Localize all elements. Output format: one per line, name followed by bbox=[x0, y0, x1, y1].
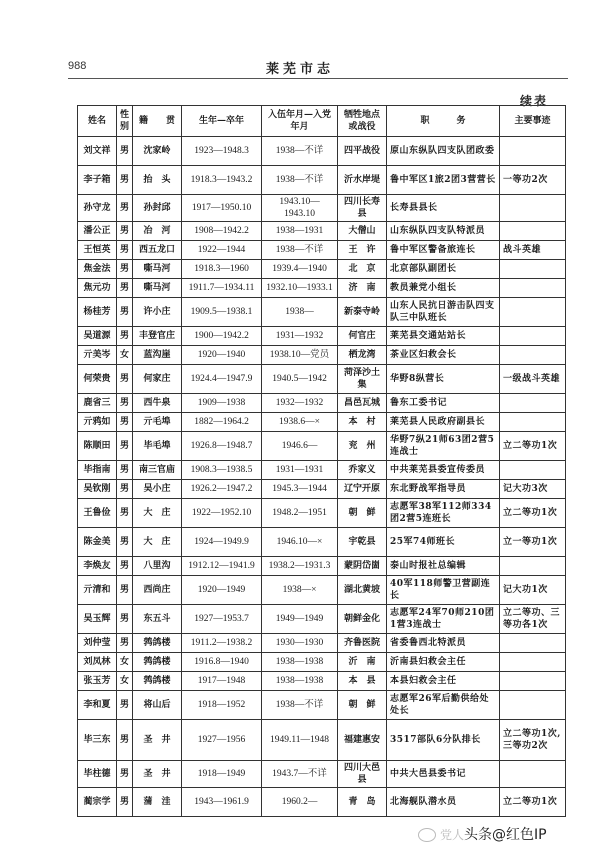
cell-name: 亓清和 bbox=[78, 576, 117, 605]
cell-duty: 莱芜县人民政府副县长 bbox=[387, 413, 500, 432]
cell-sacrifice-place: 济 南 bbox=[338, 279, 387, 298]
watermark bbox=[418, 824, 547, 844]
cell-enlist-join: 1938—1938 bbox=[262, 653, 338, 672]
cell-native-place: 冶 河 bbox=[133, 222, 182, 241]
cell-birth-death: 1923—1948.3 bbox=[182, 137, 262, 166]
cell-duty: 志愿军24军70师210团1营3连战士 bbox=[387, 605, 500, 634]
cell-enlist-join: 1946.6— bbox=[262, 432, 338, 461]
cell-native-place: 鹁鸽楼 bbox=[133, 653, 182, 672]
cell-native-place: 西尚庄 bbox=[133, 576, 182, 605]
cell-birth-death: 1922—1952.10 bbox=[182, 499, 262, 528]
cell-name: 王鲁俭 bbox=[78, 499, 117, 528]
page-title: 莱芜市志 bbox=[265, 62, 334, 77]
header-name: 姓名 bbox=[78, 106, 117, 137]
cell-sacrifice-place: 沂 南 bbox=[338, 653, 387, 672]
header-native-place: 籍 贯 bbox=[133, 106, 182, 137]
cell-duty: 25军74师班长 bbox=[387, 528, 500, 557]
cell-enlist-join: 1931—1932 bbox=[262, 327, 338, 346]
cell-gender: 男 bbox=[117, 394, 133, 413]
cell-sacrifice-place: 福建惠安 bbox=[338, 720, 387, 761]
cell-sacrifice-place: 大僧山 bbox=[338, 222, 387, 241]
cell-duty: 莱芜县交通站站长 bbox=[387, 327, 500, 346]
table-row bbox=[78, 480, 566, 499]
table-body bbox=[78, 137, 566, 817]
cell-deeds: 立二等功1次 bbox=[500, 499, 566, 528]
cell-sacrifice-place: 青 岛 bbox=[338, 788, 387, 817]
cell-enlist-join: 1938—1931 bbox=[262, 222, 338, 241]
cell-gender: 男 bbox=[117, 720, 133, 761]
cell-sacrifice-place: 湖北黄坡 bbox=[338, 576, 387, 605]
cell-name: 亓鸦如 bbox=[78, 413, 117, 432]
cell-sacrifice-place: 本 县 bbox=[338, 672, 387, 691]
cell-enlist-join: 1940.5—1942 bbox=[262, 365, 338, 394]
table-row bbox=[78, 327, 566, 346]
cell-gender: 男 bbox=[117, 528, 133, 557]
cell-native-place: 吴小庄 bbox=[133, 480, 182, 499]
cell-gender: 男 bbox=[117, 222, 133, 241]
cell-native-place: 蓝沟崖 bbox=[133, 346, 182, 365]
cell-sacrifice-place: 本 村 bbox=[338, 413, 387, 432]
cell-birth-death: 1917—1950.10 bbox=[182, 195, 262, 222]
cell-duty: 山东纵队四支队特派员 bbox=[387, 222, 500, 241]
cell-sacrifice-place: 北 京 bbox=[338, 260, 387, 279]
cell-native-place: 许小庄 bbox=[133, 298, 182, 327]
table-row bbox=[78, 634, 566, 653]
cell-sacrifice-place: 辽宁开原 bbox=[338, 480, 387, 499]
cell-gender: 男 bbox=[117, 137, 133, 166]
cell-duty: 40军118师警卫营副连长 bbox=[387, 576, 500, 605]
cell-name: 杨桂芳 bbox=[78, 298, 117, 327]
cell-enlist-join: 1949—1949 bbox=[262, 605, 338, 634]
cell-enlist-join: 1938—1938 bbox=[262, 672, 338, 691]
cell-native-place: 八里沟 bbox=[133, 557, 182, 576]
cell-duty: 中共大邑县委书记 bbox=[387, 761, 500, 788]
cell-name: 刘文祥 bbox=[78, 137, 117, 166]
cell-deeds: 立二等功、三等功各1次 bbox=[500, 605, 566, 634]
cell-birth-death: 1922—1944 bbox=[182, 241, 262, 260]
cell-enlist-join: 1960.2— bbox=[262, 788, 338, 817]
cell-deeds: 记大功1次 bbox=[500, 576, 566, 605]
cell-enlist-join: 1938.2—1931.3 bbox=[262, 557, 338, 576]
cell-native-place: 嘶马河 bbox=[133, 260, 182, 279]
cell-deeds bbox=[500, 394, 566, 413]
cell-birth-death: 1882—1964.2 bbox=[182, 413, 262, 432]
cell-deeds: 立二等功1次 bbox=[500, 432, 566, 461]
cell-deeds bbox=[500, 691, 566, 720]
cell-birth-death: 1918—1949 bbox=[182, 761, 262, 788]
cell-duty: 茶业区妇救会长 bbox=[387, 346, 500, 365]
cell-duty: 北海舰队潜水员 bbox=[387, 788, 500, 817]
header-enlist-join: 入伍年月—入党年月 bbox=[262, 106, 338, 137]
cell-duty: 中共莱芜县委宣传委员 bbox=[387, 461, 500, 480]
cell-native-place: 鹁鸽楼 bbox=[133, 634, 182, 653]
cell-native-place: 圣 井 bbox=[133, 720, 182, 761]
cell-duty: 山东人民抗日游击队四支队三中队班长 bbox=[387, 298, 500, 327]
wechat-icon bbox=[418, 828, 436, 842]
cell-deeds: 一级战斗英雄 bbox=[500, 365, 566, 394]
table-row bbox=[78, 576, 566, 605]
cell-deeds bbox=[500, 327, 566, 346]
cell-deeds: 一等功2次 bbox=[500, 166, 566, 195]
cell-duty: 本县妇救会主任 bbox=[387, 672, 500, 691]
cell-deeds: 立二等功1次,三等功2次 bbox=[500, 720, 566, 761]
table-row bbox=[78, 528, 566, 557]
cell-birth-death: 1900—1942.2 bbox=[182, 327, 262, 346]
cell-gender: 男 bbox=[117, 576, 133, 605]
cell-gender: 男 bbox=[117, 480, 133, 499]
cell-enlist-join: 1930—1930 bbox=[262, 634, 338, 653]
cell-enlist-join: 1943.7—不详 bbox=[262, 761, 338, 788]
cell-deeds bbox=[500, 461, 566, 480]
table-row bbox=[78, 413, 566, 432]
header-birth-death: 生年—卒年 bbox=[182, 106, 262, 137]
cell-gender: 男 bbox=[117, 432, 133, 461]
table-row bbox=[78, 137, 566, 166]
cell-name: 刘凤林 bbox=[78, 653, 117, 672]
watermark-text: 头条@红色IP bbox=[464, 827, 547, 843]
cell-name: 孙守龙 bbox=[78, 195, 117, 222]
cell-sacrifice-place: 宇乾县 bbox=[338, 528, 387, 557]
cell-name: 蔺宗学 bbox=[78, 788, 117, 817]
cell-birth-death: 1924—1949.9 bbox=[182, 528, 262, 557]
cell-native-place: 将山后 bbox=[133, 691, 182, 720]
table-row bbox=[78, 432, 566, 461]
table-row bbox=[78, 720, 566, 761]
cell-name: 张玉芳 bbox=[78, 672, 117, 691]
cell-gender: 男 bbox=[117, 634, 133, 653]
cell-enlist-join: 1943.10—1943.10 bbox=[262, 195, 338, 222]
cell-native-place: 西五龙口 bbox=[133, 241, 182, 260]
cell-sacrifice-place: 菏泽沙土集 bbox=[338, 365, 387, 394]
cell-birth-death: 1918.3—1960 bbox=[182, 260, 262, 279]
cell-gender: 男 bbox=[117, 260, 133, 279]
table-row bbox=[78, 788, 566, 817]
cell-native-place: 丰登官庄 bbox=[133, 327, 182, 346]
page-number: 988 bbox=[68, 60, 87, 72]
cell-gender: 男 bbox=[117, 166, 133, 195]
table-row bbox=[78, 166, 566, 195]
table-row bbox=[78, 761, 566, 788]
cell-native-place: 西牛泉 bbox=[133, 394, 182, 413]
cell-deeds bbox=[500, 137, 566, 166]
cell-deeds: 立二等功1次 bbox=[500, 788, 566, 817]
cell-deeds bbox=[500, 346, 566, 365]
header-gender: 性别 bbox=[117, 106, 133, 137]
cell-enlist-join: 1938—不详 bbox=[262, 241, 338, 260]
cell-sacrifice-place: 朝 鲜 bbox=[338, 691, 387, 720]
cell-sacrifice-place: 朝 鲜 bbox=[338, 499, 387, 528]
cell-gender: 男 bbox=[117, 691, 133, 720]
table-row bbox=[78, 499, 566, 528]
cell-name: 李焕友 bbox=[78, 557, 117, 576]
cell-sacrifice-place: 齐鲁医院 bbox=[338, 634, 387, 653]
cell-name: 吴玉辉 bbox=[78, 605, 117, 634]
cell-sacrifice-place: 四川大邑县 bbox=[338, 761, 387, 788]
cell-birth-death: 1920—1949 bbox=[182, 576, 262, 605]
cell-enlist-join: 1932.10—1933.1 bbox=[262, 279, 338, 298]
continued-label: 续表 bbox=[520, 94, 549, 108]
cell-sacrifice-place: 蒙阴岱崮 bbox=[338, 557, 387, 576]
cell-enlist-join: 1938—× bbox=[262, 576, 338, 605]
cell-gender: 男 bbox=[117, 557, 133, 576]
cell-gender: 男 bbox=[117, 279, 133, 298]
cell-birth-death: 1909.5—1938.1 bbox=[182, 298, 262, 327]
cell-native-place: 抬 头 bbox=[133, 166, 182, 195]
cell-deeds bbox=[500, 279, 566, 298]
cell-name: 毕指南 bbox=[78, 461, 117, 480]
cell-name: 何荣贵 bbox=[78, 365, 117, 394]
cell-native-place: 南三官庙 bbox=[133, 461, 182, 480]
table-row bbox=[78, 260, 566, 279]
cell-gender: 女 bbox=[117, 653, 133, 672]
cell-duty: 鲁中军区警备旅连长 bbox=[387, 241, 500, 260]
cell-birth-death: 1917—1948 bbox=[182, 672, 262, 691]
cell-name: 李子箱 bbox=[78, 166, 117, 195]
cell-native-place: 圣 井 bbox=[133, 761, 182, 788]
cell-name: 李和夏 bbox=[78, 691, 117, 720]
cell-sacrifice-place: 兖 州 bbox=[338, 432, 387, 461]
cell-enlist-join: 1938.10—党员 bbox=[262, 346, 338, 365]
cell-native-place: 亓毛埠 bbox=[133, 413, 182, 432]
cell-gender: 女 bbox=[117, 672, 133, 691]
cell-enlist-join: 1938—不详 bbox=[262, 166, 338, 195]
cell-birth-death: 1927—1956 bbox=[182, 720, 262, 761]
header-divider bbox=[68, 78, 568, 79]
cell-native-place: 沈家岭 bbox=[133, 137, 182, 166]
table-row bbox=[78, 241, 566, 260]
watermark-faded-text: 党人 bbox=[440, 828, 465, 842]
cell-name: 陈金美 bbox=[78, 528, 117, 557]
cell-birth-death: 1920—1940 bbox=[182, 346, 262, 365]
cell-duty: 沂南县妇救会主任 bbox=[387, 653, 500, 672]
cell-deeds bbox=[500, 653, 566, 672]
cell-birth-death: 1926.2—1947.2 bbox=[182, 480, 262, 499]
cell-gender: 男 bbox=[117, 241, 133, 260]
cell-birth-death: 1909—1938 bbox=[182, 394, 262, 413]
cell-name: 刘仲莹 bbox=[78, 634, 117, 653]
table-row bbox=[78, 461, 566, 480]
cell-birth-death: 1918.3—1943.2 bbox=[182, 166, 262, 195]
cell-native-place: 大 庄 bbox=[133, 499, 182, 528]
table-row bbox=[78, 394, 566, 413]
cell-sacrifice-place: 乔家义 bbox=[338, 461, 387, 480]
table-row bbox=[78, 298, 566, 327]
cell-duty: 3517部队6分队排长 bbox=[387, 720, 500, 761]
cell-duty: 志愿军26军后勤供给处处长 bbox=[387, 691, 500, 720]
cell-native-place: 鹁鸽楼 bbox=[133, 672, 182, 691]
table-header-row bbox=[78, 106, 566, 137]
cell-birth-death: 1911.2—1938.2 bbox=[182, 634, 262, 653]
cell-sacrifice-place: 新泰寺岭 bbox=[338, 298, 387, 327]
cell-gender: 男 bbox=[117, 605, 133, 634]
cell-enlist-join: 1945.3—1944 bbox=[262, 480, 338, 499]
cell-sacrifice-place: 四川长寿县 bbox=[338, 195, 387, 222]
table-row bbox=[78, 279, 566, 298]
cell-birth-death: 1943—1961.9 bbox=[182, 788, 262, 817]
cell-duty: 省委鲁西北特派员 bbox=[387, 634, 500, 653]
martyrs-table bbox=[77, 105, 566, 817]
cell-name: 亓美岑 bbox=[78, 346, 117, 365]
cell-native-place: 何家庄 bbox=[133, 365, 182, 394]
table-row bbox=[78, 346, 566, 365]
header-deeds: 主要事迹 bbox=[500, 106, 566, 137]
cell-duty: 北京部队副团长 bbox=[387, 260, 500, 279]
cell-name: 焦金法 bbox=[78, 260, 117, 279]
cell-birth-death: 1908—1942.2 bbox=[182, 222, 262, 241]
table-row bbox=[78, 672, 566, 691]
cell-gender: 男 bbox=[117, 365, 133, 394]
cell-deeds bbox=[500, 634, 566, 653]
cell-birth-death: 1908.3—1938.5 bbox=[182, 461, 262, 480]
cell-deeds bbox=[500, 413, 566, 432]
table-row bbox=[78, 605, 566, 634]
cell-enlist-join: 1948.2—1951 bbox=[262, 499, 338, 528]
cell-deeds bbox=[500, 557, 566, 576]
cell-duty: 华野7纵21师63团2营5连战士 bbox=[387, 432, 500, 461]
table-row bbox=[78, 222, 566, 241]
cell-duty: 长寿县县长 bbox=[387, 195, 500, 222]
cell-birth-death: 1912.12—1941.9 bbox=[182, 557, 262, 576]
cell-gender: 男 bbox=[117, 327, 133, 346]
cell-gender: 男 bbox=[117, 195, 133, 222]
cell-native-place: 毕毛埠 bbox=[133, 432, 182, 461]
cell-deeds bbox=[500, 195, 566, 222]
cell-duty: 东北野战军指导员 bbox=[387, 480, 500, 499]
cell-duty: 鲁中军区1旅2团3营营长 bbox=[387, 166, 500, 195]
cell-birth-death: 1926.8—1948.7 bbox=[182, 432, 262, 461]
cell-deeds: 战斗英雄 bbox=[500, 241, 566, 260]
cell-deeds: 立一等功1次 bbox=[500, 528, 566, 557]
cell-native-place: 嘶马河 bbox=[133, 279, 182, 298]
cell-birth-death: 1916.8—1940 bbox=[182, 653, 262, 672]
cell-duty: 泰山时报社总编辑 bbox=[387, 557, 500, 576]
table-row bbox=[78, 691, 566, 720]
cell-native-place: 蒲 洼 bbox=[133, 788, 182, 817]
cell-enlist-join: 1932—1932 bbox=[262, 394, 338, 413]
cell-native-place: 东五斗 bbox=[133, 605, 182, 634]
cell-gender: 男 bbox=[117, 788, 133, 817]
cell-sacrifice-place: 昌邑瓦城 bbox=[338, 394, 387, 413]
cell-enlist-join: 1938—不详 bbox=[262, 137, 338, 166]
cell-sacrifice-place: 朝鲜金化 bbox=[338, 605, 387, 634]
cell-name: 鹿省三 bbox=[78, 394, 117, 413]
cell-gender: 男 bbox=[117, 761, 133, 788]
cell-enlist-join: 1949.11—1948 bbox=[262, 720, 338, 761]
cell-birth-death: 1924.4—1947.9 bbox=[182, 365, 262, 394]
cell-gender: 男 bbox=[117, 298, 133, 327]
cell-sacrifice-place: 何官庄 bbox=[338, 327, 387, 346]
cell-name: 毕柱德 bbox=[78, 761, 117, 788]
cell-birth-death: 1918—1952 bbox=[182, 691, 262, 720]
cell-native-place: 孙封邱 bbox=[133, 195, 182, 222]
table-row bbox=[78, 557, 566, 576]
cell-deeds: 记大功3次 bbox=[500, 480, 566, 499]
cell-deeds bbox=[500, 260, 566, 279]
cell-enlist-join: 1939.4—1940 bbox=[262, 260, 338, 279]
header-duty: 职 务 bbox=[387, 106, 500, 137]
cell-deeds bbox=[500, 222, 566, 241]
cell-birth-death: 1927—1953.7 bbox=[182, 605, 262, 634]
cell-sacrifice-place: 四平战役 bbox=[338, 137, 387, 166]
cell-gender: 女 bbox=[117, 346, 133, 365]
cell-birth-death: 1911.7—1934.11 bbox=[182, 279, 262, 298]
cell-enlist-join: 1931—1931 bbox=[262, 461, 338, 480]
cell-enlist-join: 1938— bbox=[262, 298, 338, 327]
cell-enlist-join: 1938.6—× bbox=[262, 413, 338, 432]
cell-deeds bbox=[500, 298, 566, 327]
cell-duty: 教员兼党小组长 bbox=[387, 279, 500, 298]
cell-gender: 男 bbox=[117, 499, 133, 528]
cell-gender: 男 bbox=[117, 413, 133, 432]
table-row bbox=[78, 195, 566, 222]
cell-name: 王恒英 bbox=[78, 241, 117, 260]
cell-duty: 鲁东工委书记 bbox=[387, 394, 500, 413]
cell-deeds bbox=[500, 672, 566, 691]
table-row bbox=[78, 653, 566, 672]
cell-duty: 原山东纵队四支队团政委 bbox=[387, 137, 500, 166]
cell-enlist-join: 1946.10—× bbox=[262, 528, 338, 557]
cell-name: 陈顺田 bbox=[78, 432, 117, 461]
cell-duty: 华野8纵营长 bbox=[387, 365, 500, 394]
cell-sacrifice-place: 王 许 bbox=[338, 241, 387, 260]
cell-name: 焦元功 bbox=[78, 279, 117, 298]
cell-name: 毕三东 bbox=[78, 720, 117, 761]
cell-duty: 志愿军38军112师334团2营5连班长 bbox=[387, 499, 500, 528]
cell-name: 潘公正 bbox=[78, 222, 117, 241]
cell-name: 吴道源 bbox=[78, 327, 117, 346]
table-row bbox=[78, 365, 566, 394]
cell-enlist-join: 1938—不详 bbox=[262, 691, 338, 720]
cell-sacrifice-place: 栖龙湾 bbox=[338, 346, 387, 365]
cell-native-place: 大 庄 bbox=[133, 528, 182, 557]
cell-sacrifice-place: 沂水岸堤 bbox=[338, 166, 387, 195]
cell-name: 吴钦刚 bbox=[78, 480, 117, 499]
header-sacrifice-place: 牺牲地点或战役 bbox=[338, 106, 387, 137]
cell-deeds bbox=[500, 761, 566, 788]
cell-gender: 男 bbox=[117, 461, 133, 480]
